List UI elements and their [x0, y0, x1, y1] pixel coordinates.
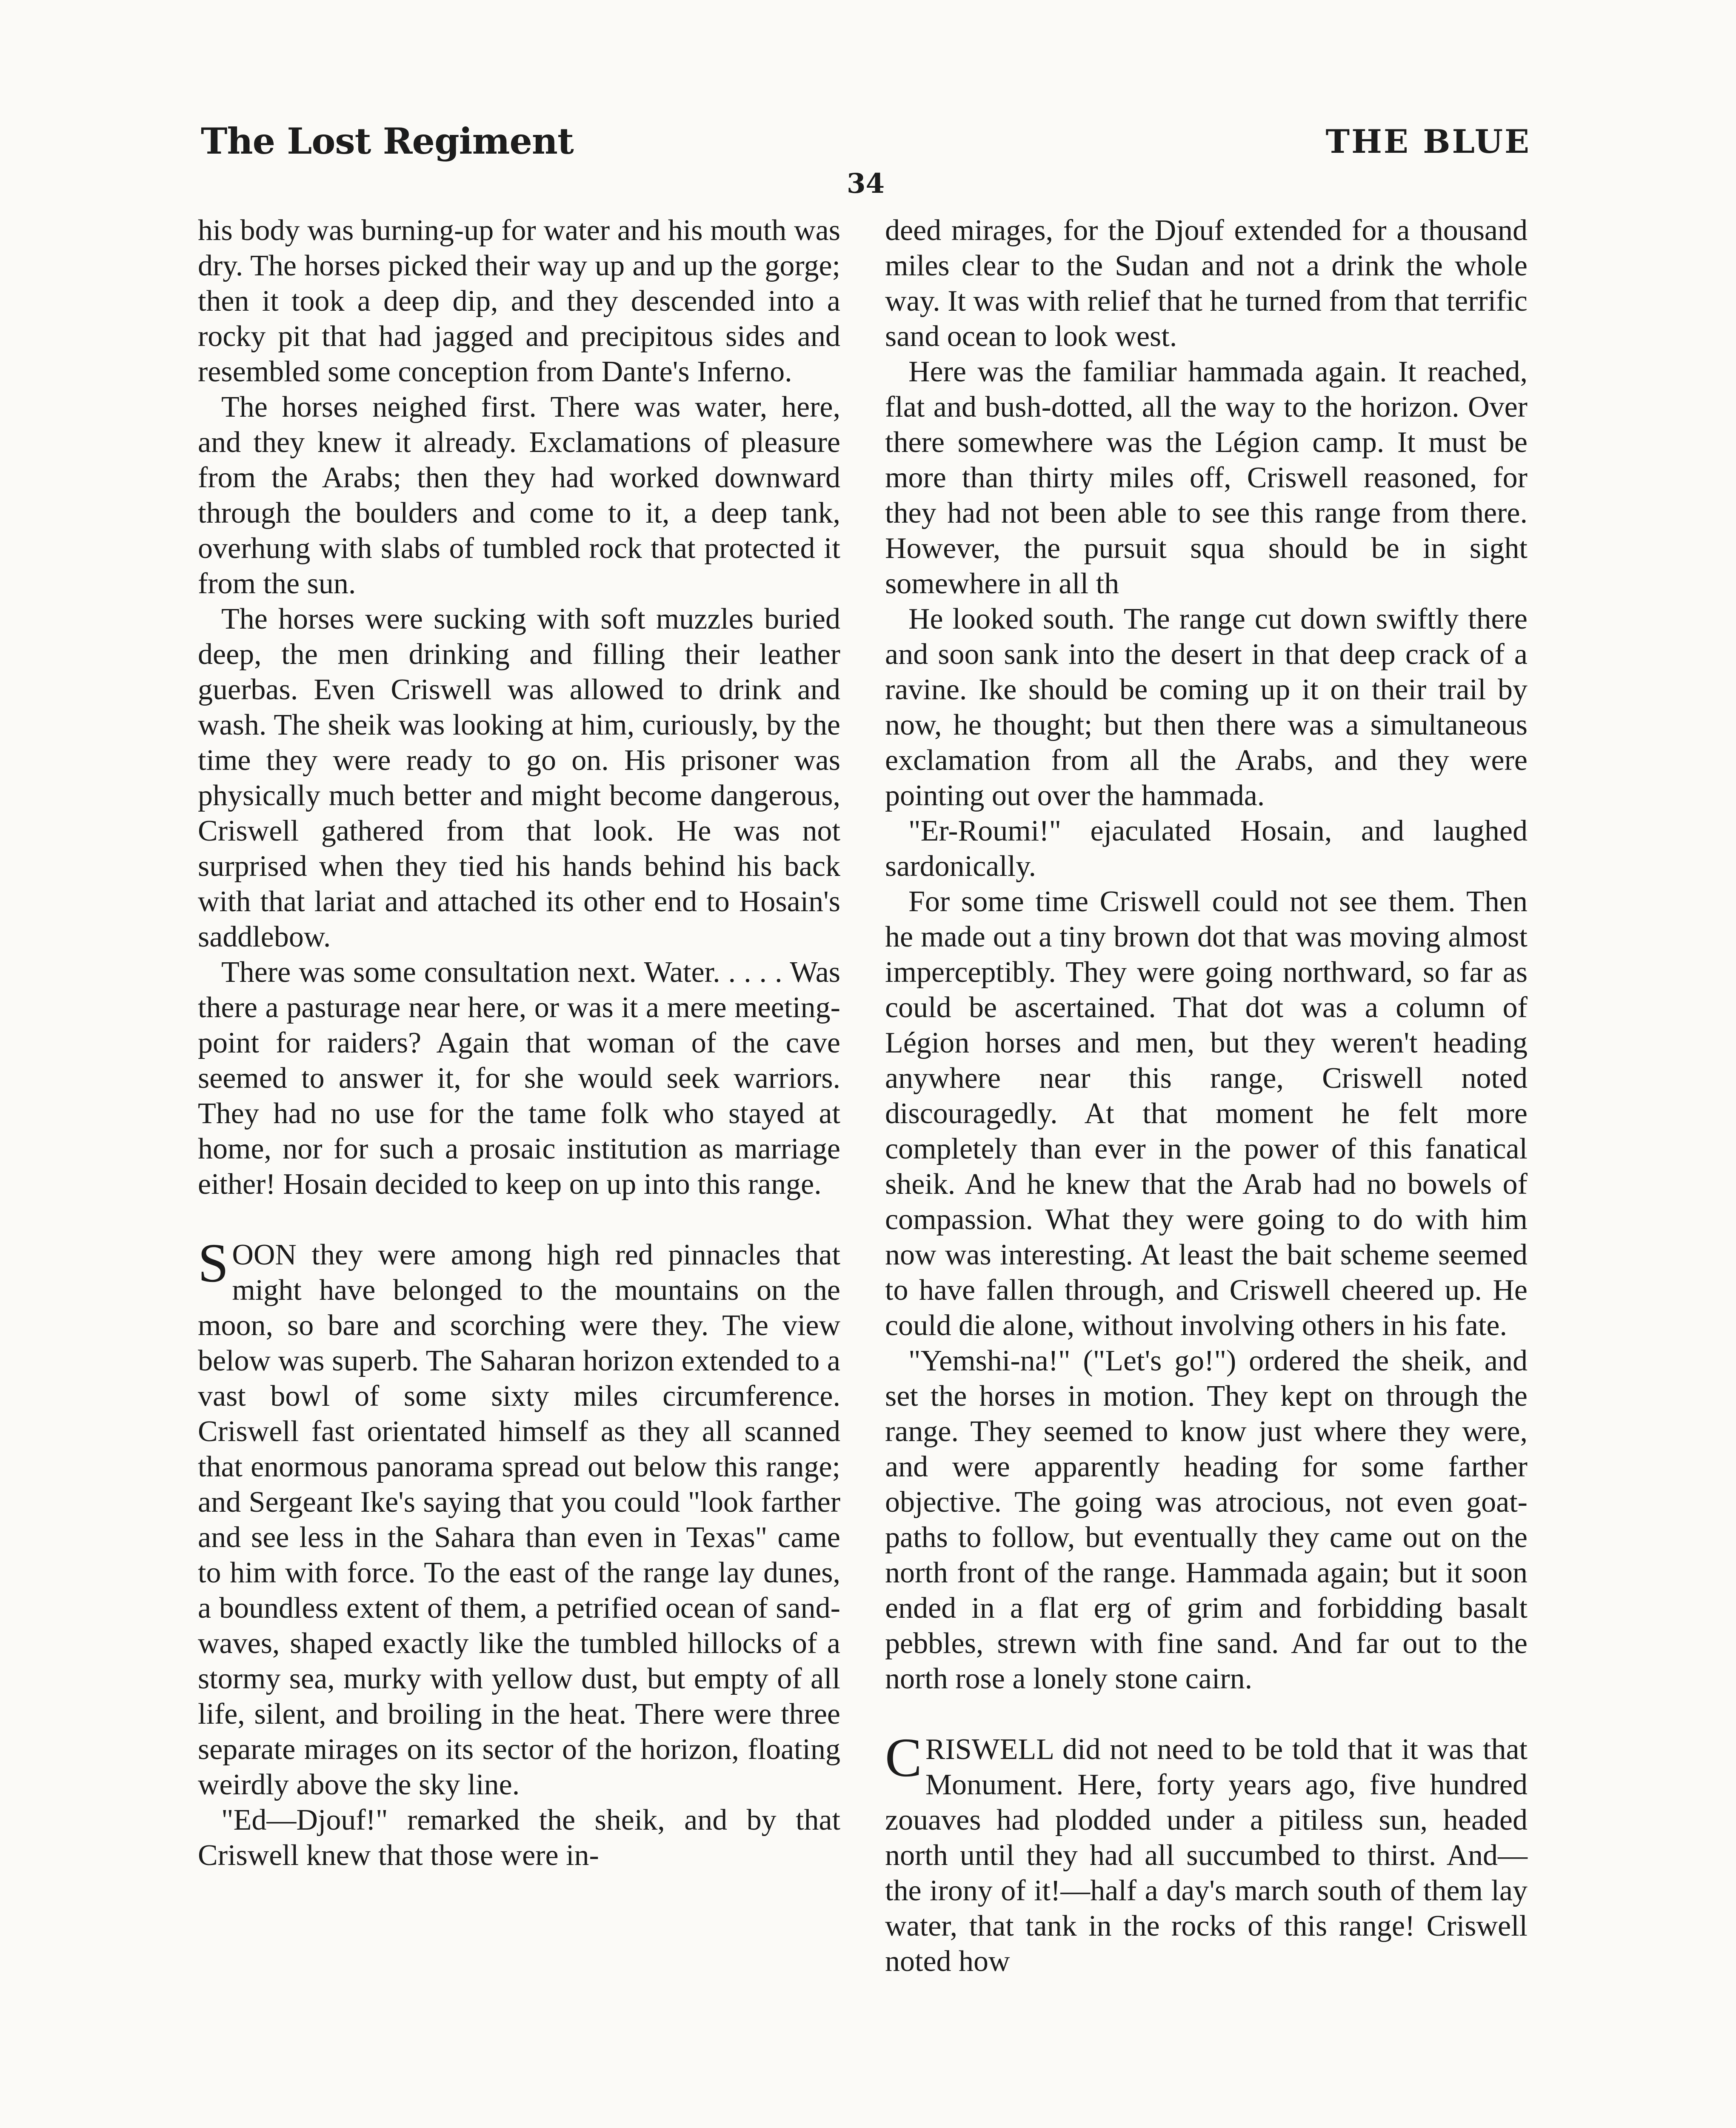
page-number: 34: [847, 168, 885, 200]
magazine-name: THE BLUE: [1325, 123, 1531, 160]
paragraph-text: OON they were among high red pinnacles that might have belonged to the mountains on the moon, so bare and scorching were they. The view below was superb. The Saharan horizon extended to a vast bowl of some sixty miles circumference. Criswell fast orientated himself as they all scanned that enormous panorama spread out below this range; and Sergeant Ike's saying that you could "look farther and see less in the Sahara than even in Texas" came to him with force. To the east of the range lay dunes, a boundless extent of them, a petrified ocean of sand-waves, shaped exactly like the tumbled hillocks of a stormy sea, murky with yellow dust, but empty of all life, silent, and broiling in the heat. There were three separate mirages on its sector of the horizon, floating weirdly above the sky line.: [198, 1238, 840, 1801]
drop-cap: C: [885, 1727, 922, 1788]
paragraph: The horses neighed first. There was water, here, and they knew it already. Exclamations of pleasure from the Arabs; then they had worked downward through the boulders and come to it, a deep tank, overhung with slabs of tumbled rock that protected it from the sun.: [198, 391, 840, 600]
paragraph-text: RISWELL did not need to be told that it was that Monument. Here, forty years ago, five hundred zouaves had plodded under a pitiless sun, headed north until they had all succumbed to thirst. And—the irony of it!—half a day's march south of them lay water, that tank in the rocks of this range! Criswell noted how: [885, 1733, 1528, 1978]
paragraph: He looked south. The range cut down swiftly there and soon sank into the desert in that deep crack of a ravine. Ike should be coming up it on their trail by now, he thought; but then there was a simultaneous exclamation from all the Arabs, and they were pointing out over the hammada.: [885, 603, 1528, 812]
paragraph: Here was the familiar hammada again. It reached, flat and bush-dotted, all the way to the horizon. Over there somewhere was the Légion camp. It must be more than thirty miles off, Criswell reasoned, for they had not been able to see this range from there. However, the pursuit squa should be in sight somewhere in all th: [885, 355, 1528, 600]
drop-cap: S: [198, 1233, 229, 1294]
paragraph: There was some consultation next. Water. . . . . Was there a pasturage near here, or was it a mere meeting-point for raiders? Again that woman of the cave seemed to answer it, for she would seek warriors. They had no use for the tame folk who stayed at home, nor for such a prosaic institution as marriage either! Hosain decided to keep on up into this range.: [198, 956, 840, 1201]
right-column: [885, 213, 1528, 1979]
paragraph: "Yemshi-na!" ("Let's go!") ordered the sheik, and set the horses in motion. They kept on through the range. They seemed to know just where they were, and were apparently heading for some farther objective. The going was atrocious, not even goat-paths to follow, but eventually they came out on the north front of the range. Hammada again; but it soon ended in a flat erg of grim and forbidding basalt pebbles, strewn with fine sand. And far out to the north rose a lonely stone cairn.: [885, 1344, 1528, 1695]
paragraph: "Ed—Djouf!" remarked the sheik, and by that Criswell knew that those were in-: [198, 1804, 840, 1872]
section-paragraph: [885, 1727, 1528, 1979]
story-title: The Lost Regiment: [201, 120, 574, 162]
paragraph: The horses were sucking with soft muzzles buried deep, the men drinking and filling their leather guerbas. Even Criswell was allowed to drink and wash. The sheik was looking at him, curiously, by the time they were ready to go on. His prisoner was physically much better and might become dangerous, Criswell gathered from that look. He was not surprised when they tied his hands behind his back with that lariat and attached its other end to Hosain's saddlebow.: [198, 603, 840, 953]
paragraph: For some time Criswell could not see them. Then he made out a tiny brown dot that was moving almost imperceptibly. They were going northward, so far as could be ascertained. That dot was a column of Légion horses and men, but they weren't heading anywhere near this range, Criswell noted discouragedly. At that moment he felt more completely than ever in the power of this fanatical sheik. And he knew that the Arab had no bowels of compassion. What they were going to do with him now was interesting. At least the bait scheme seemed to have fallen through, and Criswell cheered up. He could die alone, without involving others in his fate.: [885, 885, 1528, 1342]
section-paragraph: [198, 1233, 840, 1802]
left-column: [198, 213, 840, 1873]
paragraph: his body was burning-up for water and his mouth was dry. The horses picked their way up and up the gorge; then it took a deep dip, and they descended into a rocky pit that had jagged and precipitous sides and resembled some conception from Dante's Inferno.: [198, 214, 840, 388]
paragraph: "Er-Roumi!" ejaculated Hosain, and laughed sardonically.: [885, 815, 1528, 883]
paragraph: deed mirages, for the Djouf extended for a thousand miles clear to the Sudan and not a drink the whole way. It was with relief that he turned from that terrific sand ocean to look west.: [885, 214, 1528, 353]
